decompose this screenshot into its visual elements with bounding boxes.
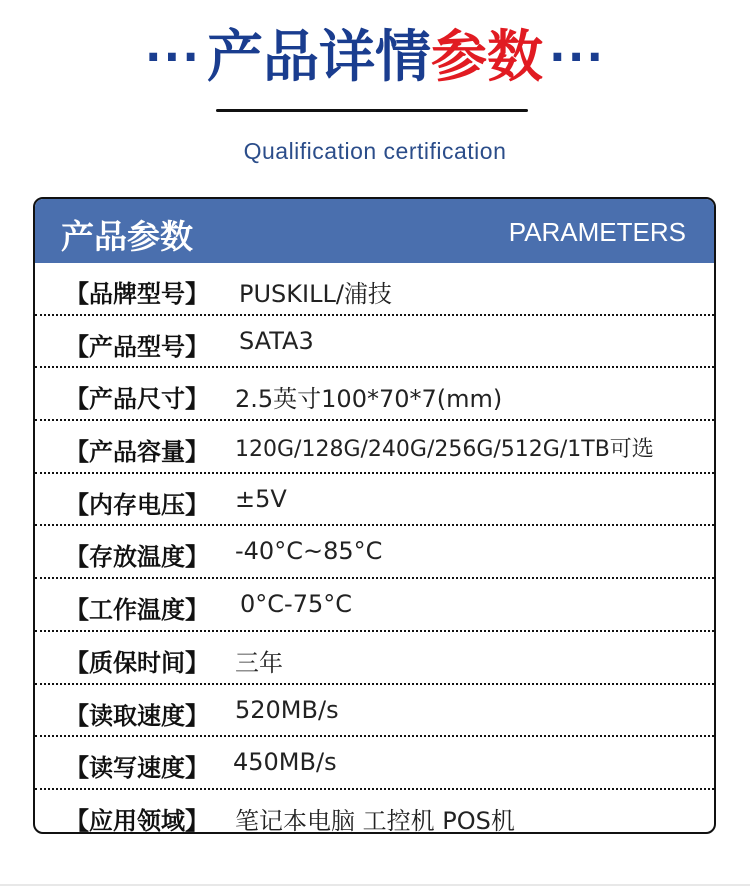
table-row xyxy=(35,790,714,834)
row-value: ±5V xyxy=(235,484,287,513)
row-value: SATA3 xyxy=(239,326,314,355)
row-label: 【读写速度】 xyxy=(65,754,209,783)
row-label: 【产品尺寸】 xyxy=(65,385,209,414)
table-row xyxy=(35,421,714,474)
title-underline xyxy=(216,109,528,112)
row-label: 【应用领域】 xyxy=(65,806,209,834)
table-row xyxy=(35,737,714,790)
row-label: 【质保时间】 xyxy=(65,648,209,677)
row-value: -40°C~85°C xyxy=(235,537,383,566)
row-value: PUSKILL/浦技 xyxy=(239,280,392,308)
left-dots-decoration: ··· xyxy=(144,32,201,83)
row-value: 笔记本电脑 工控机 POS机 xyxy=(235,806,515,834)
title-blue-part: 产品详情 xyxy=(207,25,431,90)
row-label: 【品牌型号】 xyxy=(65,280,209,308)
table-row xyxy=(35,474,714,527)
subtitle: Qualification certification xyxy=(243,138,507,164)
table-row xyxy=(35,526,714,579)
table-row xyxy=(35,579,714,632)
table-row xyxy=(35,263,714,316)
row-value: 520MB/s xyxy=(235,695,339,724)
table-row xyxy=(35,316,714,369)
row-label: 【存放温度】 xyxy=(65,543,209,572)
table-row xyxy=(35,685,714,738)
page-header xyxy=(0,0,750,180)
parameters-table xyxy=(33,197,716,834)
row-label: 【内存电压】 xyxy=(65,490,209,519)
row-value: 120G/128G/240G/256G/512G/1TB可选 xyxy=(235,437,654,463)
row-label: 【读取速度】 xyxy=(65,701,209,730)
table-header-english: PARAMETERS xyxy=(508,217,686,247)
table-row xyxy=(35,368,714,421)
table-header-bar xyxy=(35,199,714,263)
row-label: 【产品型号】 xyxy=(65,332,209,361)
table-row xyxy=(35,632,714,685)
right-dots-decoration: ··· xyxy=(549,32,606,83)
title-red-part: 参数 xyxy=(431,25,543,90)
row-value: 0°C-75°C xyxy=(240,590,352,619)
row-label: 【工作温度】 xyxy=(65,596,209,625)
table-header-title: 产品参数 xyxy=(61,217,193,256)
bottom-divider xyxy=(0,884,750,886)
row-value: 三年 xyxy=(235,648,283,677)
row-label: 【产品容量】 xyxy=(65,438,209,467)
title-row xyxy=(0,18,750,98)
row-value: 2.5英寸100*70*7(mm) xyxy=(235,385,503,414)
row-value: 450MB/s xyxy=(233,748,337,777)
